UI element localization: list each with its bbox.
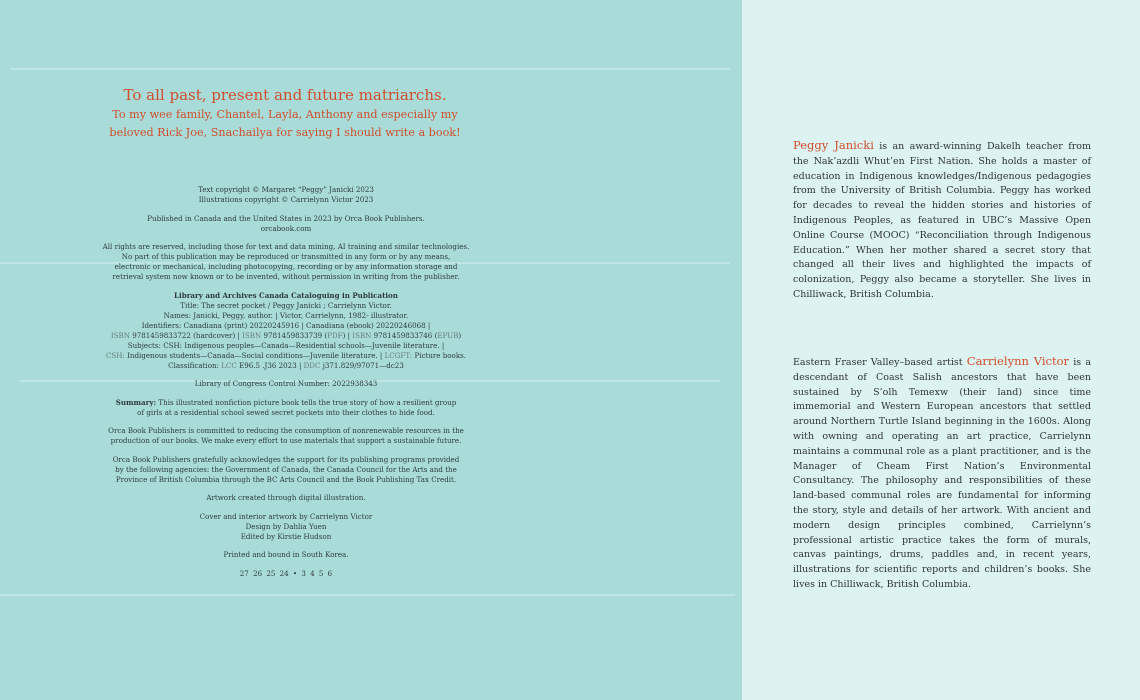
- rights-line: retrieval system now known or to be invented, without permission in writing from the publisher.: [112, 272, 460, 281]
- cip-subjects-continued: [86, 351, 486, 361]
- subject-scheme: LCGFT:: [384, 350, 413, 360]
- classification-scheme: DDC: [303, 360, 321, 370]
- printed-note: Printed and bound in South Korea.: [223, 550, 349, 559]
- design-credit: Design by Dahlia Yuen: [245, 521, 327, 531]
- artwork-note: Artwork created through digital illustration.: [206, 493, 366, 502]
- text-copyright: Text copyright © Margaret “Peggy” Janicki 2023: [198, 185, 374, 194]
- dedication-line: beloved Rick Joe, Snachailya for saying I should write a book!: [109, 126, 461, 139]
- texture-stroke: [10, 68, 730, 70]
- rights-line: All rights are reserved, including those for text and data mining, AI training and similar technologies.: [102, 242, 470, 251]
- support-line: Province of British Columbia through the BC Arts Council and the Book Publishing Tax Credit.: [115, 474, 457, 484]
- isbn-label: ISBN: [242, 330, 262, 340]
- bio-carrielynn-victor: [793, 354, 1091, 593]
- author-bio-text: is an award-winning Dakelh teacher from the Nak’azdli Whut’en First Nation. She holds a master of education in Indigenous knowledges/Indigenous pedagogies from the University of British Columbia. Peggy has worked for decades to reveal the hidden stories and histories of Indigenous Peoples, as featured in UBC’s Massive Open Online Course (MOOC) “Reconciliation through Indigenous Education.” When her mother shared a secret story that changed all their lives and highlighted the impacts of colonization, Peggy also became a storyteller. She lives in Chilliwack, British Columbia.: [793, 141, 1091, 300]
- bio-peggy-janicki: [793, 138, 1091, 303]
- print-line: 27 26 25 24 • 3 4 5 6: [239, 568, 333, 578]
- isbn-label: ISBN: [352, 330, 372, 340]
- isbn-value: 9781459833739 (: [263, 330, 328, 340]
- loc-number: Library of Congress Control Number: 2022938343: [194, 379, 378, 388]
- rights-line: electronic or mechanical, including photocopying, recording or by any information storage and: [114, 262, 458, 271]
- cover-art-credit: Cover and interior artwork by Carrielynn Victor: [199, 511, 373, 521]
- cip-title: Title: The secret pocket / Peggy Janicki ; Carrielynn Victor.: [180, 300, 392, 310]
- classification-value: j371.829/97071—dc23: [322, 360, 404, 370]
- environment-line: production of our books. We make every effort to use materials that support a sustainable future.: [110, 436, 462, 445]
- cip-identifiers: Identifiers: Canadiana (print) 20220245916 | Canadiana (ebook) 20220246068 |: [141, 320, 431, 330]
- environment-line: Orca Book Publishers is committed to reducing the consumption of nonrenewable resources in the: [108, 426, 464, 435]
- dedication: [0, 84, 570, 142]
- isbn-value: 9781459833722 (hardcover) |: [132, 330, 240, 340]
- classification-value: E96.5 .J36 2023 |: [239, 360, 302, 370]
- summary-line: of girls at a residential school sewed secret pockets into their clothes to hide food.: [137, 407, 435, 417]
- published-line: Published in Canada and the United States in 2023 by Orca Book Publishers.: [147, 213, 425, 223]
- support-line: by the following agencies: the Government of Canada, the Canada Council for the Arts and the: [115, 464, 457, 474]
- isbn-label: ISBN: [110, 330, 130, 340]
- illustrator-bio-intro: Eastern Fraser Valley–based artist: [793, 357, 963, 368]
- summary-line: [86, 398, 486, 408]
- cip-isbns: [86, 331, 486, 341]
- summary-label: Summary:: [115, 397, 157, 407]
- illustrator-bio-text: is a descendant of Coast Salish ancestors that have been sustained by S’olh Temexw (their land) since time immemorial and Western European ancestors that settled around Northern Turtle Island beginning in the 1600s. Along with owning and operating an art practice, Carrielynn maintains a communal role as a plant practitioner, and is the Manager of Cheam First Nation’s Environmental Consultancy. The philosophy and responsibilities of these land-based communal roles are fundamental for informing the story, style and details of her artwork. With ancient and modern design principles combined, Carrielynn’s professional artistic practice takes the form of murals, canvas paintings, drums, paddles and, in recent years, illustrations for scientific reports and children’s books. She lives in Chilliwack, British Columbia.: [793, 357, 1091, 590]
- texture-stroke: [0, 594, 735, 596]
- publisher-website: orcabook.com: [260, 223, 312, 233]
- rights-line: No part of this publication may be reproduced or transmitted in any form or by any means,: [121, 252, 451, 261]
- cip-heading: Library and Archives Canada Cataloguing in Publication: [174, 290, 398, 300]
- cip-names: Names: Janicki, Peggy, author. | Victor, Carrielynn, 1982- illustrator.: [163, 310, 409, 320]
- classification-scheme: LCC: [221, 360, 237, 370]
- subject-text: Picture books.: [414, 350, 467, 360]
- subject-text: Indigenous students—Canada—Social conditions—Juvenile literature. |: [127, 350, 383, 360]
- author-name: Peggy Janicki: [793, 138, 874, 152]
- classification-label: Classification:: [168, 360, 219, 370]
- isbn-end: ): [458, 330, 462, 340]
- summary-text: This illustrated nonfiction picture book tells the true story of how a resilient group: [158, 397, 457, 407]
- isbn-format: EPUB: [437, 330, 459, 340]
- isbn-end: ) |: [342, 330, 351, 340]
- illustrator-name: Carrielynn Victor: [966, 354, 1069, 368]
- illustrations-copyright: Illustrations copyright © Carrielynn Victor 2023: [198, 195, 374, 204]
- copyright-block: [86, 185, 486, 587]
- cip-subjects: Subjects: CSH: Indigenous peoples—Canada—Residential schools—Juvenile literature. |: [127, 340, 445, 350]
- support-line: Orca Book Publishers gratefully acknowledges the support for its publishing programs provided: [112, 454, 460, 464]
- dedication-title: To all past, present and future matriarchs.: [123, 86, 447, 104]
- right-page: [742, 0, 1140, 700]
- isbn-value: 9781459833746 (: [373, 330, 438, 340]
- editor-credit: Edited by Kirstie Hudson: [240, 531, 332, 541]
- subject-scheme: CSH:: [105, 350, 125, 360]
- dedication-line: To my wee family, Chantel, Layla, Anthony and especially my: [112, 108, 458, 121]
- cip-classification: [86, 361, 486, 371]
- isbn-format: PDF: [327, 330, 343, 340]
